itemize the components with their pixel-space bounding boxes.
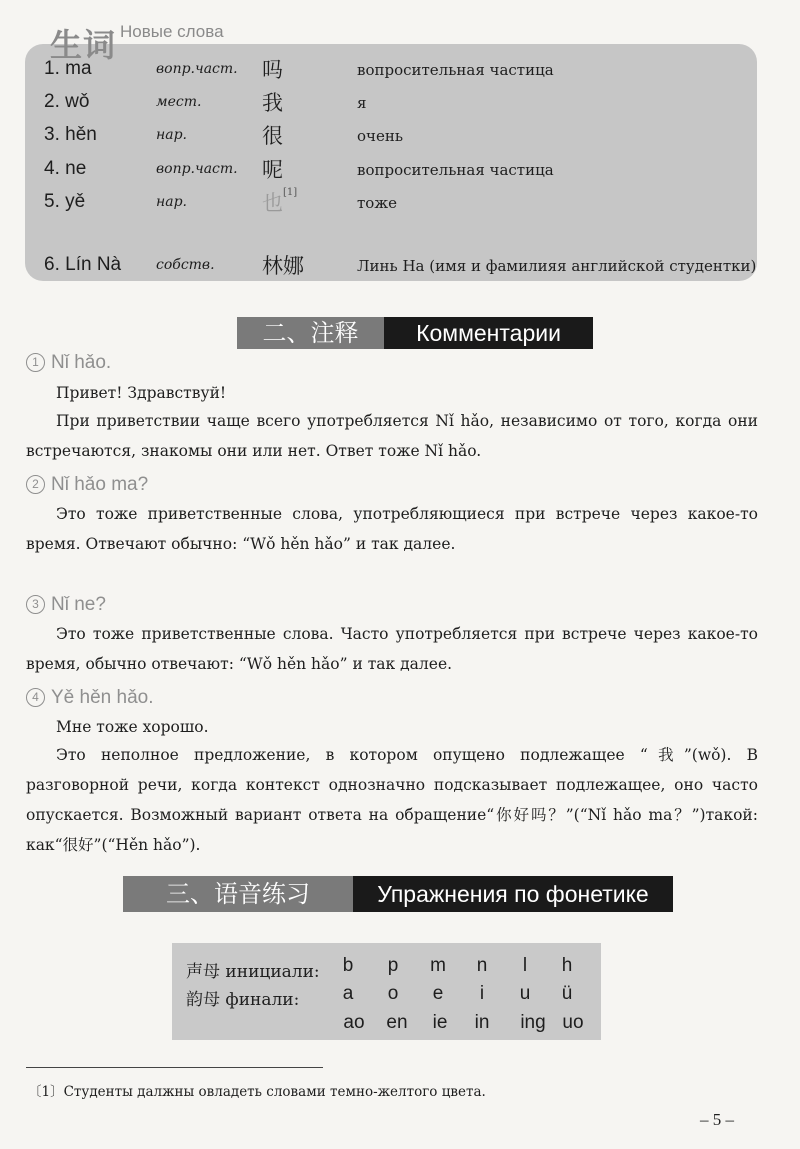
- note-heading: [26, 594, 106, 616]
- footnote: 〔1〕Студенты далжны овладеть словами темно-желтого цвета.: [28, 1084, 486, 1100]
- note-heading-text: Yě hěn hǎo.: [51, 687, 154, 708]
- final: ao: [343, 1012, 365, 1033]
- vocab-pos: вопр.част.: [156, 161, 238, 177]
- final: i: [479, 983, 485, 1004]
- vocab-hanzi-char: 也: [262, 191, 283, 215]
- paragraph: При приветствии чаще всего употребляется Nǐ hǎo, независимо от того, когда они встречаются, знакомы они или нет. Ответ тоже Nǐ hǎo.: [26, 412, 758, 460]
- final: u: [519, 983, 531, 1004]
- vocab-title-ru: Новые слова: [120, 22, 224, 41]
- vocab-translation: вопросительная частица: [357, 61, 554, 79]
- initial: h: [561, 955, 573, 976]
- circled-number: 3: [26, 595, 45, 614]
- paragraph: Это тоже приветственные слова, употребляющиеся при встрече через какое-то время. Отвечают обычно: “Wǒ hěn hǎo” и так далее.: [26, 505, 758, 553]
- final: e: [432, 983, 444, 1004]
- vocab-pos: нар.: [156, 194, 187, 210]
- vocab-row: [0, 158, 800, 188]
- vocab-pinyin: 1. ma: [44, 58, 92, 79]
- note-heading: [26, 474, 148, 496]
- final: en: [386, 1012, 408, 1033]
- initial: b: [342, 955, 354, 976]
- final: o: [387, 983, 399, 1004]
- vocab-pinyin: 4. ne: [44, 158, 87, 179]
- initial: p: [387, 955, 399, 976]
- vocab-pinyin: 5. yě: [44, 191, 86, 212]
- circled-number: 1: [26, 353, 45, 372]
- vocab-title-zh: 生词: [50, 26, 117, 64]
- vocab-translation: я: [357, 94, 367, 112]
- vocab-hanzi: 很: [262, 124, 283, 148]
- vocab-row: [0, 254, 800, 284]
- note-heading-text: Nǐ hǎo ma?: [51, 474, 149, 495]
- circled-number: 4: [26, 688, 45, 707]
- finals-label: 韵母 финали:: [186, 990, 300, 1010]
- vocab-pos: нар.: [156, 127, 187, 143]
- note-heading-text: Nǐ hǎo.: [51, 352, 112, 373]
- vocab-hanzi: [262, 187, 297, 217]
- paragraph: Мне тоже хорошо.: [56, 718, 209, 736]
- vocab-hanzi: 呢: [262, 158, 283, 182]
- section-title-ru: Комментарии: [384, 317, 593, 349]
- paragraph: Это неполное предложение, в котором опущено подлежащее “我”(wǒ). В разговорной речи, когда контекст однозначно подсказывает подлежащее, оно часто опускается. Возможный вариант ответа на обращение“你好吗？”(“Nǐ hǎo ma？”)такой: как“很好”(“Hěn hǎo”).: [26, 746, 758, 854]
- section-title-zh: 三、语音练习: [123, 876, 353, 912]
- section-title-ru: Упражнения по фонетике: [353, 876, 673, 912]
- note-heading: [26, 352, 111, 374]
- final: ie: [432, 1012, 448, 1033]
- vocab-pinyin: 3. hěn: [44, 124, 97, 145]
- vocab-hanzi: 我: [262, 91, 283, 115]
- vocab-translation: вопросительная частица: [357, 161, 554, 179]
- final: in: [474, 1012, 490, 1033]
- circled-number: 2: [26, 475, 45, 494]
- footnote-marker: [1]: [283, 187, 298, 198]
- vocab-row: [0, 124, 800, 154]
- section-title-zh: 二、注释: [237, 317, 384, 349]
- vocab-translation: Линь На (имя и фамилияя английской студентки): [357, 257, 757, 275]
- vocab-translation: очень: [357, 127, 403, 145]
- vocab-row: [0, 187, 800, 221]
- paragraph: Это тоже приветственные слова. Часто употребляется при встрече через какое-то время, обычно отвечают: “Wǒ hěn hǎo” и так далее.: [26, 625, 758, 673]
- vocab-row: [0, 91, 800, 121]
- final: ing: [520, 1012, 546, 1033]
- initials-label: 声母 инициали:: [186, 962, 320, 982]
- vocab-pos: вопр.част.: [156, 61, 238, 77]
- note-heading-text: Nǐ ne?: [51, 594, 106, 615]
- page-number: – 5 –: [700, 1110, 734, 1129]
- vocab-hanzi: 吗: [262, 58, 283, 82]
- final: uo: [562, 1012, 584, 1033]
- initial: m: [430, 955, 446, 976]
- footnote-divider: [26, 1067, 323, 1068]
- vocab-pinyin: 6. Lín Nà: [44, 254, 122, 275]
- final: a: [342, 983, 354, 1004]
- vocab-translation: тоже: [357, 194, 398, 212]
- initial: l: [522, 955, 528, 976]
- vocab-pinyin: 2. wǒ: [44, 91, 90, 112]
- vocab-pos: собств.: [156, 257, 215, 273]
- paragraph: Привет! Здравствуй!: [56, 384, 227, 402]
- final: ü: [561, 983, 573, 1004]
- initial: n: [476, 955, 488, 976]
- note-heading: [26, 687, 153, 709]
- vocab-pos: мест.: [156, 94, 202, 110]
- vocab-hanzi: 林娜: [262, 254, 304, 278]
- vocab-row: [0, 58, 800, 88]
